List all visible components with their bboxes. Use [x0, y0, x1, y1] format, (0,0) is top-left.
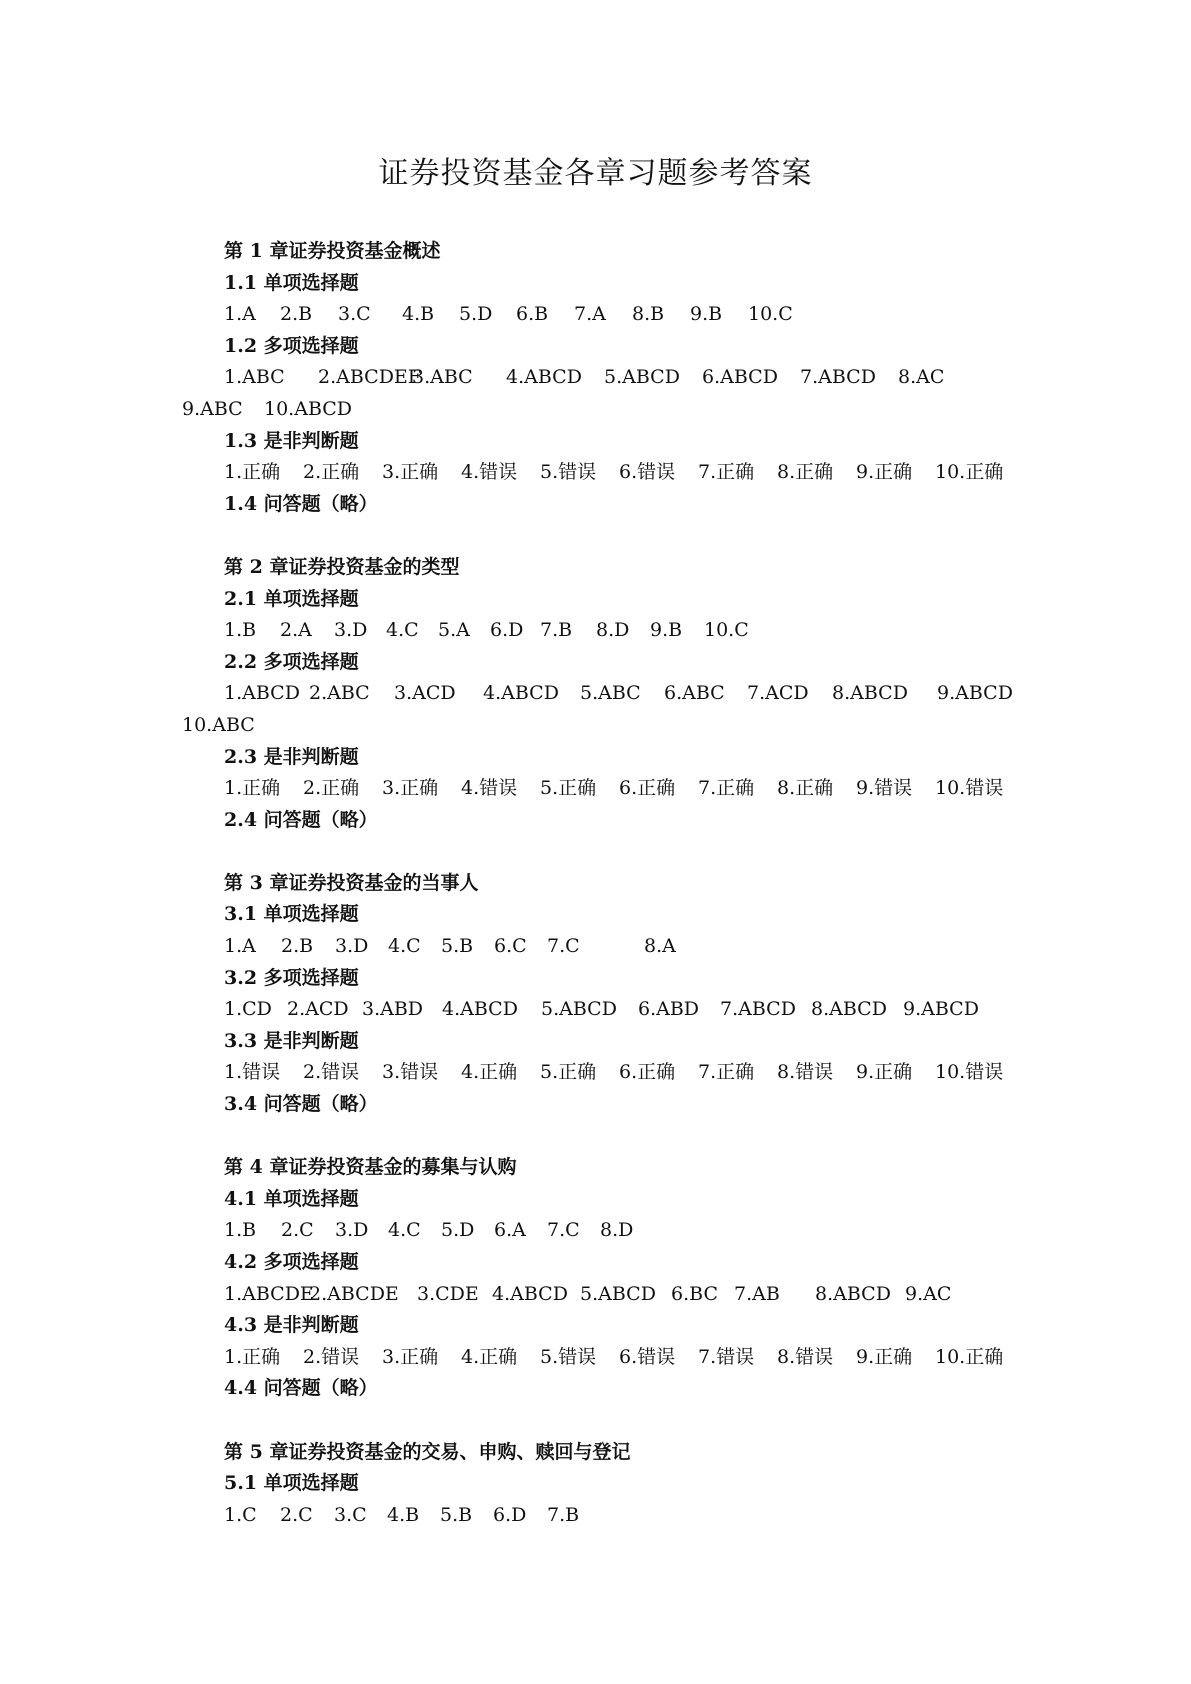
answer-item: 6.ABD	[638, 998, 700, 1021]
section-heading: 3.1 单项选择题	[224, 903, 359, 926]
answer-item: 5.错误	[540, 1345, 597, 1368]
answer-item: 9.错误	[856, 777, 913, 800]
chapter-heading: 第 4 章证券投资基金的募集与认购	[224, 1156, 517, 1179]
section-spacer	[0, 1405, 1191, 1437]
section-heading: 2.4 问答题（略）	[224, 808, 378, 831]
answer-item: 1.正确	[224, 777, 281, 800]
answer-item: 5.ABCD	[604, 366, 680, 389]
answer-item: 9.正确	[856, 1061, 913, 1084]
section-heading: 3.4 问答题（略）	[224, 1093, 378, 1116]
answer-item: 5.A	[438, 619, 470, 642]
multi-choice-answers-wrap	[0, 394, 1191, 426]
answer-item: 9.B	[690, 303, 723, 326]
answer-item: 3.错误	[382, 1061, 439, 1084]
answer-item: 3.ABC	[412, 366, 473, 389]
answer-item: 8.ABCD	[811, 998, 887, 1021]
answer-item: 3.ACD	[394, 682, 456, 705]
answer-item: 10.正确	[935, 461, 1004, 484]
answer-item: 6.错误	[619, 1345, 676, 1368]
answer-item: 4.ABCD	[483, 682, 559, 705]
answer-item: 3.ABD	[362, 998, 424, 1021]
answer-item: 9.AC	[905, 1282, 952, 1305]
answer-item: 1.B	[224, 619, 257, 642]
answer-item: 5.D	[459, 303, 493, 326]
answer-item: 2.ABC	[309, 682, 370, 705]
section-heading: 1.4 问答题（略）	[224, 492, 378, 515]
answer-item: 7.ACD	[747, 682, 809, 705]
section-heading: 4.1 单项选择题	[224, 1187, 359, 1210]
chapter-section	[0, 868, 1191, 1152]
answer-item: 2.C	[281, 1219, 314, 1242]
answer-item: 9.正确	[856, 1345, 913, 1368]
answer-item: 3.C	[334, 1503, 367, 1526]
answer-item: 5.正确	[540, 1061, 597, 1084]
answer-item: 1.错误	[224, 1061, 281, 1084]
answer-item: 7.C	[547, 1219, 580, 1242]
single-choice-answers	[0, 931, 1191, 963]
section-heading: 1.1 单项选择题	[224, 271, 359, 294]
multi-choice-answers	[0, 362, 1191, 394]
answer-item: 7.B	[547, 1503, 580, 1526]
chapter-section	[0, 236, 1191, 552]
answer-content	[0, 236, 1191, 1531]
answer-item: 10.ABC	[182, 713, 255, 736]
multi-choice-answers	[0, 994, 1191, 1026]
answer-item: 7.B	[540, 619, 573, 642]
answer-item: 2.正确	[303, 461, 360, 484]
single-choice-answers	[0, 615, 1191, 647]
section-heading: 4.4 问答题（略）	[224, 1377, 378, 1400]
answer-item: 9.ABCD	[903, 998, 979, 1021]
answer-item: 2.A	[280, 619, 312, 642]
answer-item: 7.正确	[698, 461, 755, 484]
answer-item: 10.错误	[935, 777, 1004, 800]
answer-item: 9.正确	[856, 461, 913, 484]
answer-item: 4.正确	[461, 1345, 518, 1368]
answer-item: 1.A	[224, 935, 256, 958]
section-heading: 5.1 单项选择题	[224, 1472, 359, 1495]
answer-item: 2.ABCDE	[309, 1282, 399, 1305]
answer-item: 6.正确	[619, 1061, 676, 1084]
answer-item: 6.B	[516, 303, 549, 326]
answer-item: 4.C	[388, 1219, 421, 1242]
answer-item: 8.正确	[777, 777, 834, 800]
answer-item: 1.正确	[224, 461, 281, 484]
answer-item: 7.C	[547, 935, 580, 958]
multi-choice-answers	[0, 678, 1191, 710]
answer-item: 7.ABCD	[720, 998, 796, 1021]
answer-item: 3.正确	[382, 1345, 439, 1368]
answer-item: 1.CD	[224, 998, 272, 1021]
answer-item: 7.A	[574, 303, 606, 326]
section-spacer	[0, 1121, 1191, 1153]
answer-item: 6.D	[490, 619, 524, 642]
answer-item: 6.ABC	[664, 682, 725, 705]
answer-item: 7.错误	[698, 1345, 755, 1368]
answer-item: 9.ABCD	[937, 682, 1013, 705]
answer-item: 4.ABCD	[492, 1282, 568, 1305]
answer-item: 3.D	[335, 1219, 369, 1242]
answer-item: 1.C	[224, 1503, 257, 1526]
answer-item: 8.AC	[898, 366, 945, 389]
section-heading: 1.2 多项选择题	[224, 334, 359, 357]
answer-item: 4.C	[388, 935, 421, 958]
answer-item: 6.ABCD	[702, 366, 778, 389]
true-false-answers	[0, 457, 1191, 489]
true-false-answers	[0, 773, 1191, 805]
answer-item: 1.ABCD	[224, 682, 300, 705]
true-false-answers	[0, 1342, 1191, 1374]
answer-item: 10.正确	[935, 1345, 1004, 1368]
answer-item: 8.正确	[777, 461, 834, 484]
answer-item: 7.正确	[698, 777, 755, 800]
section-heading: 1.3 是非判断题	[224, 429, 359, 452]
answer-item: 5.D	[441, 1219, 475, 1242]
chapter-heading: 第 5 章证券投资基金的交易、申购、赎回与登记	[224, 1440, 631, 1463]
answer-item: 4.错误	[461, 461, 518, 484]
answer-item: 3.C	[338, 303, 371, 326]
answer-item: 8.A	[644, 935, 676, 958]
answer-item: 4.错误	[461, 777, 518, 800]
section-heading: 3.2 多项选择题	[224, 966, 359, 989]
answer-item: 8.错误	[777, 1345, 834, 1368]
answer-item: 1.B	[224, 1219, 257, 1242]
answer-item: 6.A	[494, 1219, 526, 1242]
answer-item: 8.ABCD	[815, 1282, 891, 1305]
answer-item: 10.错误	[935, 1061, 1004, 1084]
section-spacer	[0, 520, 1191, 552]
answer-item: 8.D	[596, 619, 630, 642]
true-false-answers	[0, 1057, 1191, 1089]
answer-item: 10.C	[748, 303, 793, 326]
answer-item: 2.错误	[303, 1061, 360, 1084]
answer-item: 10.ABCD	[264, 397, 353, 420]
answer-item: 9.B	[650, 619, 683, 642]
answer-item: 3.正确	[382, 461, 439, 484]
answer-item: 7.ABCD	[800, 366, 876, 389]
answer-item: 1.A	[224, 303, 256, 326]
answer-item: 4.ABCD	[442, 998, 518, 1021]
answer-item: 5.B	[441, 935, 474, 958]
answer-item: 6.D	[493, 1503, 527, 1526]
page-title: 证券投资基金各章习题参考答案	[378, 156, 813, 191]
answer-item: 5.ABC	[580, 682, 641, 705]
chapter-section	[0, 552, 1191, 868]
section-heading: 2.2 多项选择题	[224, 650, 359, 673]
section-heading: 4.2 多项选择题	[224, 1251, 359, 1273]
answer-item: 8.ABCD	[832, 682, 908, 705]
answer-item: 2.ABCDEF	[318, 366, 421, 389]
answer-item: 4.B	[387, 1503, 420, 1526]
chapter-section	[0, 1152, 1191, 1436]
answer-item: 4.C	[386, 619, 419, 642]
answer-item: 7.正确	[698, 1061, 755, 1084]
answer-item: 8.B	[632, 303, 665, 326]
answer-item: 2.C	[280, 1503, 313, 1526]
answer-item: 3.D	[334, 619, 368, 642]
section-spacer	[0, 836, 1191, 868]
answer-item: 7.AB	[734, 1282, 780, 1305]
answer-item: 4.B	[402, 303, 435, 326]
chapter-heading: 第 3 章证券投资基金的当事人	[224, 871, 479, 894]
answer-item: 4.ABCD	[506, 366, 582, 389]
answer-item: 3.正确	[382, 777, 439, 800]
answer-item: 1.正确	[224, 1345, 281, 1368]
answer-item: 5.正确	[540, 777, 597, 800]
answer-item: 6.BC	[671, 1282, 718, 1305]
answer-item: 5.错误	[540, 461, 597, 484]
answer-item: 2.ACD	[287, 998, 349, 1021]
answer-item: 1.ABC	[224, 366, 285, 389]
answer-item: 5.ABCD	[541, 998, 617, 1021]
section-heading: 2.3 是非判断题	[224, 745, 359, 768]
answer-item: 2.错误	[303, 1345, 360, 1368]
answer-item: 6.C	[494, 935, 527, 958]
single-choice-answers	[0, 1215, 1191, 1247]
answer-item: 3.D	[335, 935, 369, 958]
section-heading: 2.1 单项选择题	[224, 587, 359, 610]
answer-item: 8.D	[600, 1219, 634, 1242]
answer-item: 6.正确	[619, 777, 676, 800]
single-choice-answers	[0, 299, 1191, 331]
section-heading: 4.3 是非判断题	[224, 1314, 359, 1337]
answer-item: 8.错误	[777, 1061, 834, 1084]
chapter-section	[0, 1437, 1191, 1532]
single-choice-answers	[0, 1500, 1191, 1532]
answer-item: 2.B	[280, 303, 313, 326]
answer-item: 4.正确	[461, 1061, 518, 1084]
answer-item: 2.正确	[303, 777, 360, 800]
multi-choice-answers	[0, 1279, 1191, 1311]
section-heading: 3.3 是非判断题	[224, 1029, 359, 1052]
multi-choice-answers-wrap	[0, 710, 1191, 742]
answer-item: 5.ABCD	[580, 1282, 656, 1305]
answer-item: 6.错误	[619, 461, 676, 484]
answer-item: 2.B	[281, 935, 314, 958]
answer-item: 10.C	[704, 619, 749, 642]
answer-item: 3.CDE	[417, 1282, 479, 1305]
answer-item: 1.ABCDE	[224, 1282, 314, 1305]
chapter-heading: 第 2 章证券投资基金的类型	[224, 555, 460, 578]
answer-item: 5.B	[440, 1503, 473, 1526]
chapter-heading: 第 1 章证券投资基金概述	[224, 240, 441, 262]
answer-item: 9.ABC	[182, 397, 243, 420]
